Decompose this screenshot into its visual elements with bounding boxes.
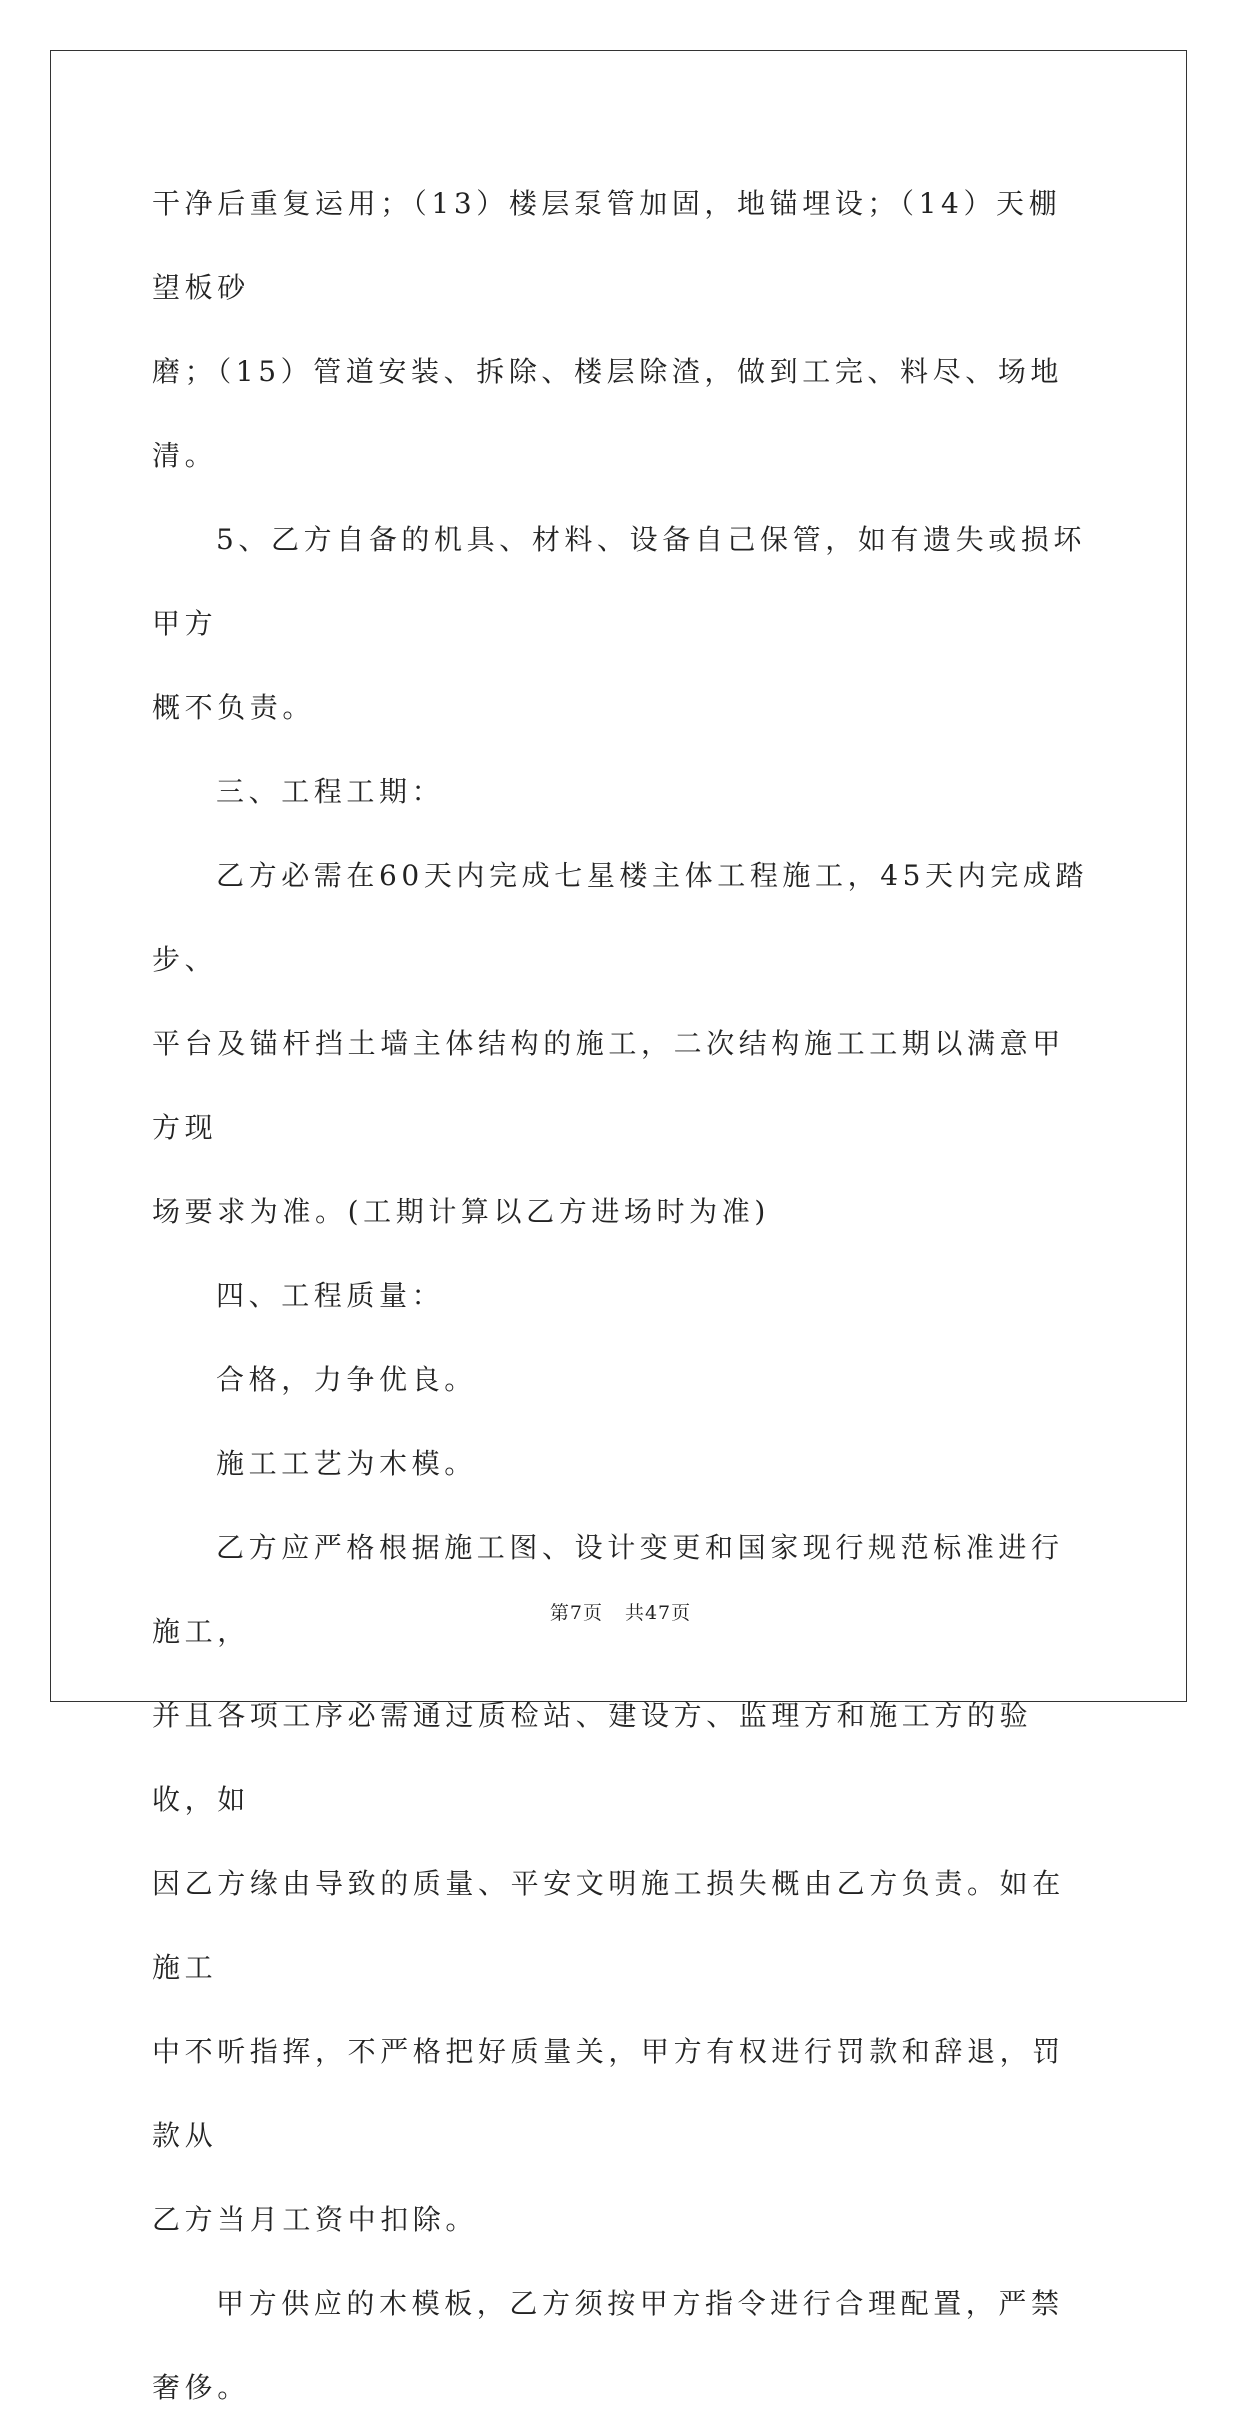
- paragraph-7: [152, 1422, 1092, 1506]
- paragraph-1: [152, 162, 1092, 498]
- current-page-number: 第7页: [549, 1602, 603, 1624]
- line: 三、工程工期：: [216, 775, 445, 808]
- line: 概不负责。: [152, 691, 316, 724]
- line: 乙方应严格根据施工图、设计变更和国家现行规范标准进行施工，: [152, 1531, 1064, 1648]
- line: 中不听指挥，不严格把好质量关，甲方有权进行罚款和辞退，罚款从: [152, 2035, 1065, 2152]
- line: 四、工程质量：: [216, 1279, 445, 1312]
- line: 干净后重复运用；（13）楼层泵管加固，地锚埋设；（14）天棚望板砂: [152, 187, 1062, 304]
- line: 磨；（15）管道安装、拆除、楼层除渣，做到工完、料尽、场地清。: [152, 355, 1064, 472]
- paragraph-4: [152, 834, 1092, 1254]
- line: 乙方必需在60天内完成七星楼主体工程施工，45天内完成踏步、: [152, 859, 1089, 976]
- section-heading-schedule: [152, 750, 1092, 834]
- line: 施工工艺为木模。: [216, 1447, 477, 1480]
- line: 因乙方缘由导致的质量、平安文明施工损失概由乙方负责。如在施工: [152, 1867, 1065, 1984]
- line: 场要求为准。(工期计算以乙方进场时为准): [152, 1195, 770, 1228]
- line: 并且各项工序必需通过质检站、建设方、监理方和施工方的验收，如: [152, 1699, 1033, 1816]
- line: 合格，力争优良。: [216, 1363, 477, 1396]
- total-pages: 共47页: [624, 1602, 692, 1624]
- paragraph-2: [152, 498, 1092, 750]
- line: 5、乙方自备的机具、材料、设备自己保管，如有遗失或损坏甲方: [152, 523, 1087, 640]
- page-footer: [0, 1598, 1241, 1625]
- section-heading-quality: [152, 1254, 1092, 1338]
- document-body: [152, 162, 1092, 2430]
- paragraph-9: [152, 2262, 1092, 2430]
- line: 平台及锚杆挡土墙主体结构的施工，二次结构施工工期以满意甲方现: [152, 1027, 1065, 1144]
- line: 乙方当月工资中扣除。: [152, 2203, 479, 2236]
- line: 甲方供应的木模板，乙方须按甲方指令进行合理配置，严禁奢侈。: [152, 2287, 1064, 2404]
- paragraph-6: [152, 1338, 1092, 1422]
